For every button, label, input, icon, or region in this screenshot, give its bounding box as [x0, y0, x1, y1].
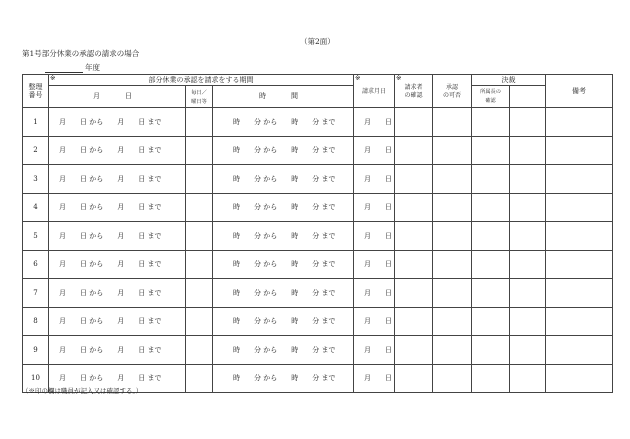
table-row: [23, 165, 613, 194]
kessai-field[interactable]: [510, 193, 546, 222]
requester-check-field[interactable]: [395, 279, 433, 308]
manager-check-field[interactable]: [472, 222, 510, 251]
approval-field[interactable]: [433, 193, 472, 222]
requester-check-field[interactable]: [395, 136, 433, 165]
kessai-field[interactable]: [510, 336, 546, 365]
fiscal-year: [45, 62, 100, 73]
date-range-field[interactable]: 月 日 から 月 日 まで: [49, 165, 186, 194]
row-number: 2: [23, 136, 49, 165]
manager-check-field[interactable]: [472, 336, 510, 365]
kessai-field[interactable]: [510, 250, 546, 279]
manager-check-field[interactable]: [472, 165, 510, 194]
requester-check-field[interactable]: [395, 307, 433, 336]
kessai-field[interactable]: [510, 307, 546, 336]
weekday-field[interactable]: [186, 250, 213, 279]
weekday-field[interactable]: [186, 222, 213, 251]
time-range-field[interactable]: 時 分 から 時 分 まで: [213, 136, 354, 165]
weekday-field[interactable]: [186, 136, 213, 165]
kessai-field[interactable]: [510, 108, 546, 137]
row-number: 8: [23, 307, 49, 336]
requester-check-field[interactable]: [395, 250, 433, 279]
requester-check-field[interactable]: [395, 364, 433, 393]
kessai-field[interactable]: [510, 136, 546, 165]
remarks-field[interactable]: [546, 364, 613, 393]
approval-field[interactable]: [433, 279, 472, 308]
table-row: [23, 250, 613, 279]
kessai-sub-header: [510, 86, 546, 108]
row-number: 10: [23, 364, 49, 393]
table-row: [23, 193, 613, 222]
request-date-field[interactable]: 月 日: [354, 165, 395, 194]
partial-leave-table: [22, 74, 613, 393]
jikan-header: 時 間: [213, 86, 354, 108]
date-range-field[interactable]: 月 日 から 月 日 まで: [49, 136, 186, 165]
request-date-field[interactable]: 月 日: [354, 307, 395, 336]
date-range-field[interactable]: 月 日 から 月 日 まで: [49, 364, 186, 393]
seiri-bango-header: 整理 番号: [23, 75, 49, 108]
date-range-field[interactable]: 月 日 から 月 日 まで: [49, 250, 186, 279]
form-heading: 第1号部分休業の承認の請求の場合: [22, 49, 140, 58]
date-range-field[interactable]: 月 日 から 月 日 まで: [49, 279, 186, 308]
request-date-field[interactable]: 月 日: [354, 193, 395, 222]
manager-check-field[interactable]: [472, 307, 510, 336]
approval-field[interactable]: [433, 364, 472, 393]
request-date-field[interactable]: 月 日: [354, 279, 395, 308]
row-number: 6: [23, 250, 49, 279]
manager-check-field[interactable]: [472, 364, 510, 393]
time-range-field[interactable]: 時 分 から 時 分 まで: [213, 108, 354, 137]
weekday-field[interactable]: [186, 279, 213, 308]
year-blank-field[interactable]: [45, 64, 83, 73]
tsuki-hi-header: 月 日: [49, 86, 186, 108]
time-range-field[interactable]: 時 分 から 時 分 まで: [213, 307, 354, 336]
time-range-field[interactable]: 時 分 から 時 分 まで: [213, 336, 354, 365]
table-row: [23, 222, 613, 251]
time-range-field[interactable]: 時 分 から 時 分 まで: [213, 222, 354, 251]
requester-check-field[interactable]: [395, 222, 433, 251]
manager-check-field[interactable]: [472, 279, 510, 308]
date-range-field[interactable]: 月 日 から 月 日 まで: [49, 193, 186, 222]
row-number: 3: [23, 165, 49, 194]
time-range-field[interactable]: 時 分 から 時 分 まで: [213, 364, 354, 393]
remarks-field[interactable]: [546, 279, 613, 308]
manager-check-field[interactable]: [472, 108, 510, 137]
weekday-field[interactable]: [186, 307, 213, 336]
header-row-2: [23, 86, 613, 108]
remarks-field[interactable]: [546, 307, 613, 336]
manager-check-field[interactable]: [472, 193, 510, 222]
time-range-field[interactable]: 時 分 から 時 分 まで: [213, 165, 354, 194]
date-range-field[interactable]: 月 日 から 月 日 まで: [49, 307, 186, 336]
seikyusha-header: ※ 請求者 の確認: [395, 75, 433, 108]
period-header: ※ 部分休業の承認を請求をする期間: [49, 75, 354, 86]
biko-header: 備考: [546, 75, 613, 108]
request-date-field[interactable]: 月 日: [354, 336, 395, 365]
kessai-field[interactable]: [510, 222, 546, 251]
approval-field[interactable]: [433, 136, 472, 165]
remarks-field[interactable]: [546, 165, 613, 194]
request-date-field[interactable]: 月 日: [354, 250, 395, 279]
remarks-field[interactable]: [546, 250, 613, 279]
approval-field[interactable]: [433, 165, 472, 194]
request-date-field[interactable]: 月 日: [354, 364, 395, 393]
manager-check-field[interactable]: [472, 250, 510, 279]
approval-field[interactable]: [433, 307, 472, 336]
requester-check-field[interactable]: [395, 108, 433, 137]
seikyu-date-header: ※ 請求月日: [354, 75, 395, 108]
approval-field[interactable]: [433, 336, 472, 365]
shonin-header: 承認 の可否: [433, 75, 472, 108]
approval-field[interactable]: [433, 250, 472, 279]
requester-check-field[interactable]: [395, 336, 433, 365]
request-date-field[interactable]: 月 日: [354, 108, 395, 137]
requester-check-field[interactable]: [395, 193, 433, 222]
request-date-field[interactable]: 月 日: [354, 222, 395, 251]
kessai-field[interactable]: [510, 364, 546, 393]
date-range-field[interactable]: 月 日 から 月 日 まで: [49, 108, 186, 137]
header-row-1: [23, 75, 613, 86]
date-range-field[interactable]: 月 日 から 月 日 まで: [49, 222, 186, 251]
time-range-field[interactable]: 時 分 から 時 分 まで: [213, 279, 354, 308]
mainichi-header: 毎日／ 曜日等: [186, 86, 213, 108]
remarks-field[interactable]: [546, 108, 613, 137]
asterisk-mark: ※: [355, 74, 361, 82]
kessai-field[interactable]: [510, 165, 546, 194]
weekday-field[interactable]: [186, 108, 213, 137]
asterisk-mark: ※: [396, 74, 402, 82]
row-number: 1: [23, 108, 49, 137]
weekday-field[interactable]: [186, 336, 213, 365]
table-row: [23, 108, 613, 137]
remarks-field[interactable]: [546, 336, 613, 365]
weekday-field[interactable]: [186, 165, 213, 194]
asterisk-mark: ※: [50, 74, 56, 82]
table-row: [23, 136, 613, 165]
remarks-field[interactable]: [546, 193, 613, 222]
row-number: 7: [23, 279, 49, 308]
page-label: （第2面）: [300, 37, 335, 46]
table-row: [23, 307, 613, 336]
shochou-header: 所属長の 確認: [472, 86, 510, 108]
request-date-field[interactable]: 月 日: [354, 136, 395, 165]
manager-check-field[interactable]: [472, 136, 510, 165]
approval-field[interactable]: [433, 108, 472, 137]
kessai-header: 決裁: [472, 75, 546, 86]
weekday-field[interactable]: [186, 193, 213, 222]
date-range-field[interactable]: 月 日 から 月 日 まで: [49, 336, 186, 365]
row-number: 9: [23, 336, 49, 365]
year-label: 年度: [85, 63, 100, 72]
kessai-field[interactable]: [510, 279, 546, 308]
remarks-field[interactable]: [546, 222, 613, 251]
table-row: [23, 279, 613, 308]
time-range-field[interactable]: 時 分 から 時 分 まで: [213, 250, 354, 279]
table-row: [23, 336, 613, 365]
weekday-field[interactable]: [186, 364, 213, 393]
row-number: 4: [23, 193, 49, 222]
time-range-field[interactable]: 時 分 から 時 分 まで: [213, 193, 354, 222]
row-number: 5: [23, 222, 49, 251]
approval-field[interactable]: [433, 222, 472, 251]
remarks-field[interactable]: [546, 136, 613, 165]
requester-check-field[interactable]: [395, 165, 433, 194]
footer-note: （※印の欄は職員が記入又は確認する。）: [22, 387, 143, 395]
